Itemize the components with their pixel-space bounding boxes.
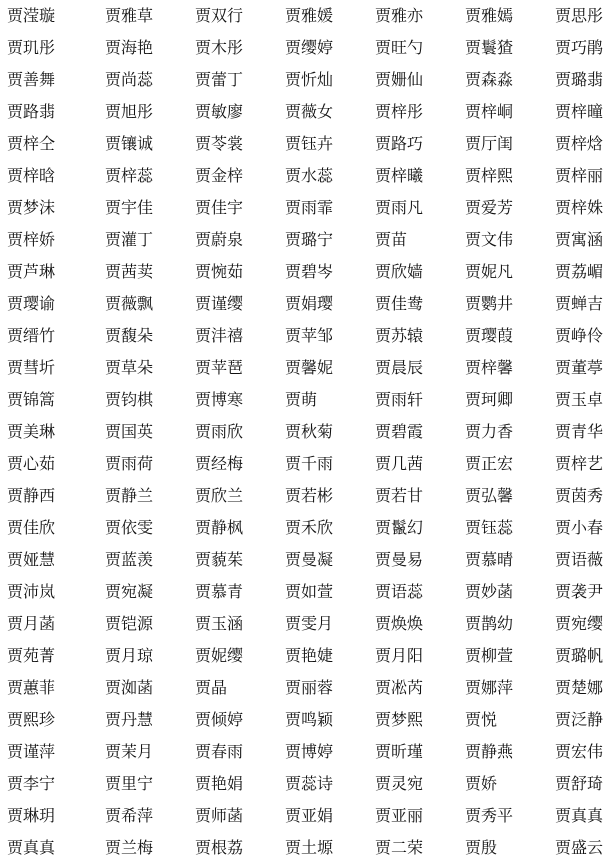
name-cell: 贾亚丽 xyxy=(375,806,424,825)
name-cell: 贾根荔 xyxy=(195,838,244,857)
name-cell: 贾二荣 xyxy=(375,838,424,857)
name-cell: 贾青华 xyxy=(555,422,604,441)
name-cell: 贾晨辰 xyxy=(375,358,424,377)
name-cell: 贾佳欣 xyxy=(7,518,56,537)
name-cell: 贾真真 xyxy=(7,838,56,857)
name-cell: 贾善舞 xyxy=(7,70,56,89)
name-cell: 贾娅慧 xyxy=(7,550,56,569)
name-cell: 贾彗圻 xyxy=(7,358,56,377)
name-cell: 贾梓丽 xyxy=(555,166,604,185)
name-cell: 贾森淼 xyxy=(465,70,514,89)
name-cell: 贾蕾丁 xyxy=(195,70,244,89)
name-cell: 贾金梓 xyxy=(195,166,244,185)
name-cell: 贾蕊诗 xyxy=(285,774,334,793)
name-cell: 贾梓馨 xyxy=(465,358,514,377)
name-cell: 贾语薇 xyxy=(555,550,604,569)
name-cell: 贾沛岚 xyxy=(7,582,56,601)
name-cell: 贾月阳 xyxy=(375,646,424,665)
name-cell: 贾梓彤 xyxy=(375,102,424,121)
name-cell: 贾灵宛 xyxy=(375,774,424,793)
name-cell: 贾苹邹 xyxy=(285,326,334,345)
name-cell: 贾梓曦 xyxy=(375,166,424,185)
name-cell: 贾璐翡 xyxy=(555,70,604,89)
name-cell: 贾双行 xyxy=(195,6,244,25)
name-cell: 贾碧霞 xyxy=(375,422,424,441)
name-cell: 贾玑彤 xyxy=(7,38,56,57)
name-cell: 贾欣嫱 xyxy=(375,262,424,281)
name-cell: 贾璎葭 xyxy=(465,326,514,345)
name-cell: 贾琳玥 xyxy=(7,806,56,825)
name-cell: 贾鹊幼 xyxy=(465,614,514,633)
name-cell: 贾倾婷 xyxy=(195,710,244,729)
name-cell: 贾萌 xyxy=(285,390,318,409)
name-cell: 贾洳菡 xyxy=(105,678,154,697)
name-cell: 贾旺勺 xyxy=(375,38,424,57)
name-cell: 贾丹慧 xyxy=(105,710,154,729)
name-cell: 贾苹琶 xyxy=(195,358,244,377)
name-cell: 贾千雨 xyxy=(285,454,334,473)
name-cell: 贾蕙菲 xyxy=(7,678,56,697)
name-cell: 贾静枫 xyxy=(195,518,244,537)
name-cell: 贾敏廖 xyxy=(195,102,244,121)
name-cell: 贾昕瑾 xyxy=(375,742,424,761)
name-cell: 贾若彬 xyxy=(285,486,334,505)
name-cell: 贾雨轩 xyxy=(375,390,424,409)
name-cell: 贾如萱 xyxy=(285,582,334,601)
name-cell: 贾姗仙 xyxy=(375,70,424,89)
name-cell: 贾艳娟 xyxy=(195,774,244,793)
name-cell: 贾海艳 xyxy=(105,38,154,57)
name-cell: 贾静西 xyxy=(7,486,56,505)
name-cell: 贾盛云 xyxy=(555,838,604,857)
name-cell: 贾蝉吉 xyxy=(555,294,604,313)
name-cell: 贾鸣颖 xyxy=(285,710,334,729)
name-cell: 贾忻灿 xyxy=(285,70,334,89)
name-cell: 贾亚娟 xyxy=(285,806,334,825)
name-cell: 贾秀平 xyxy=(465,806,514,825)
name-cell: 贾荔嵋 xyxy=(555,262,604,281)
name-cell: 贾力香 xyxy=(465,422,514,441)
name-cell: 贾雨欣 xyxy=(195,422,244,441)
name-cell: 贾柳萱 xyxy=(465,646,514,665)
name-cell: 贾梓焓 xyxy=(555,134,604,153)
name-cell: 贾慕晴 xyxy=(465,550,514,569)
name-cell: 贾静兰 xyxy=(105,486,154,505)
name-cell: 贾钰蕊 xyxy=(465,518,514,537)
name-cell: 贾国英 xyxy=(105,422,154,441)
name-cell: 贾滢璇 xyxy=(7,6,56,25)
name-cell: 贾木彤 xyxy=(195,38,244,57)
name-cell: 贾娟璎 xyxy=(285,294,334,313)
name-cell: 贾宛凝 xyxy=(105,582,154,601)
name-cell: 贾鬣幻 xyxy=(375,518,424,537)
name-cell: 贾妮缨 xyxy=(195,646,244,665)
name-cell: 贾馨妮 xyxy=(285,358,334,377)
name-cell: 贾芦琳 xyxy=(7,262,56,281)
name-cell: 贾经梅 xyxy=(195,454,244,473)
name-cell: 贾水蕊 xyxy=(285,166,334,185)
name-cell: 贾鹦井 xyxy=(465,294,514,313)
name-cell: 贾玉涵 xyxy=(195,614,244,633)
name-cell: 贾梓仝 xyxy=(7,134,56,153)
name-cell: 贾博婷 xyxy=(285,742,334,761)
name-cell: 贾楚娜 xyxy=(555,678,604,697)
name-cell: 贾璐帆 xyxy=(555,646,604,665)
name-cell: 贾梓曈 xyxy=(555,102,604,121)
name-cell: 贾晶 xyxy=(195,678,228,697)
name-cell: 贾蔚泉 xyxy=(195,230,244,249)
name-cell: 贾璎谕 xyxy=(7,294,56,313)
name-cell: 贾梓艺 xyxy=(555,454,604,473)
name-cell: 贾路巧 xyxy=(375,134,424,153)
name-cell: 贾董葶 xyxy=(555,358,604,377)
name-cell: 贾尚蕊 xyxy=(105,70,154,89)
name-cell: 贾妮凡 xyxy=(465,262,514,281)
name-cell: 贾雅亦 xyxy=(375,6,424,25)
name-cell: 贾厅闺 xyxy=(465,134,514,153)
name-cell: 贾雨霏 xyxy=(285,198,334,217)
name-cell: 贾路翡 xyxy=(7,102,56,121)
name-cell: 贾艳婕 xyxy=(285,646,334,665)
name-cell: 贾李宁 xyxy=(7,774,56,793)
name-cell: 贾璐宁 xyxy=(285,230,334,249)
name-cell: 贾几茜 xyxy=(375,454,424,473)
name-cell: 贾爱芳 xyxy=(465,198,514,217)
name-cell: 贾弘馨 xyxy=(465,486,514,505)
name-cell: 贾宏伟 xyxy=(555,742,604,761)
name-cell: 贾梓晗 xyxy=(7,166,56,185)
name-cell: 贾月琼 xyxy=(105,646,154,665)
name-cell: 贾茉月 xyxy=(105,742,154,761)
name-cell: 贾苏辕 xyxy=(375,326,424,345)
name-cell: 贾谨萍 xyxy=(7,742,56,761)
name-cell: 贾寓涵 xyxy=(555,230,604,249)
name-cell: 贾薇女 xyxy=(285,102,334,121)
name-cell: 贾草朵 xyxy=(105,358,154,377)
name-cell: 贾语蕊 xyxy=(375,582,424,601)
name-cell: 贾雅嫣 xyxy=(465,6,514,25)
name-cell: 贾碧岑 xyxy=(285,262,334,281)
name-cell: 贾美琳 xyxy=(7,422,56,441)
name-cell: 贾玉卓 xyxy=(555,390,604,409)
name-cell: 贾丽蓉 xyxy=(285,678,334,697)
name-cell: 贾苓裳 xyxy=(195,134,244,153)
name-cell: 贾佳鸯 xyxy=(375,294,424,313)
name-cell: 贾春雨 xyxy=(195,742,244,761)
name-cell: 贾月菡 xyxy=(7,614,56,633)
name-cell: 贾熙珍 xyxy=(7,710,56,729)
name-cell: 贾宇佳 xyxy=(105,198,154,217)
name-cell: 贾心茹 xyxy=(7,454,56,473)
name-cell: 贾铠源 xyxy=(105,614,154,633)
name-cell: 贾雨荷 xyxy=(105,454,154,473)
name-cell: 贾焕焕 xyxy=(375,614,424,633)
name-cell: 贾薇飘 xyxy=(105,294,154,313)
name-cell: 贾苗 xyxy=(375,230,408,249)
name-cell: 贾禾欣 xyxy=(285,518,334,537)
name-cell: 贾妙菡 xyxy=(465,582,514,601)
name-cell: 贾静燕 xyxy=(465,742,514,761)
name-cell: 贾灌丁 xyxy=(105,230,154,249)
name-cell: 贾锦篙 xyxy=(7,390,56,409)
name-cell: 贾巧鹃 xyxy=(555,38,604,57)
name-cell: 贾蓝羡 xyxy=(105,550,154,569)
name-cell: 贾娜萍 xyxy=(465,678,514,697)
name-cell: 贾梓娇 xyxy=(7,230,56,249)
name-cell: 贾文伟 xyxy=(465,230,514,249)
name-cell: 贾凇芮 xyxy=(375,678,424,697)
name-cell: 贾沣禧 xyxy=(195,326,244,345)
name-cell: 贾希萍 xyxy=(105,806,154,825)
name-cell: 贾真真 xyxy=(555,806,604,825)
name-cell: 贾若甘 xyxy=(375,486,424,505)
name-cell: 贾土塬 xyxy=(285,838,334,857)
name-cell: 贾钧棋 xyxy=(105,390,154,409)
name-cell: 贾钰卉 xyxy=(285,134,334,153)
name-cell: 贾藐茱 xyxy=(195,550,244,569)
name-cell: 贾鬟猹 xyxy=(465,38,514,57)
name-cell: 贾依雯 xyxy=(105,518,154,537)
name-cell: 贾师菡 xyxy=(195,806,244,825)
name-cell: 贾欣兰 xyxy=(195,486,244,505)
name-cell: 贾惋茹 xyxy=(195,262,244,281)
name-cell: 贾里宁 xyxy=(105,774,154,793)
name-cell: 贾缨婷 xyxy=(285,38,334,57)
name-cell: 贾梓姝 xyxy=(555,198,604,217)
name-cell: 贾舒琦 xyxy=(555,774,604,793)
name-cell: 贾苑菁 xyxy=(7,646,56,665)
name-cell: 贾梓蕊 xyxy=(105,166,154,185)
name-cell: 贾馥朵 xyxy=(105,326,154,345)
name-cell: 贾殷 xyxy=(465,838,498,857)
name-cell: 贾梦熙 xyxy=(375,710,424,729)
name-cell: 贾镶诚 xyxy=(105,134,154,153)
name-cell: 贾雨凡 xyxy=(375,198,424,217)
name-cell: 贾正宏 xyxy=(465,454,514,473)
name-cell: 贾曼凝 xyxy=(285,550,334,569)
name-cell: 贾娇 xyxy=(465,774,498,793)
name-cell: 贾曼易 xyxy=(375,550,424,569)
name-cell: 贾梓熙 xyxy=(465,166,514,185)
name-cell: 贾兰梅 xyxy=(105,838,154,857)
name-cell: 贾博寒 xyxy=(195,390,244,409)
name-cell: 贾袭尹 xyxy=(555,582,604,601)
name-cell: 贾旭彤 xyxy=(105,102,154,121)
name-cell: 贾缙竹 xyxy=(7,326,56,345)
name-cell: 贾泛静 xyxy=(555,710,604,729)
name-cell: 贾小春 xyxy=(555,518,604,537)
name-cell: 贾珂卿 xyxy=(465,390,514,409)
name-cell: 贾佳宇 xyxy=(195,198,244,217)
name-cell: 贾茵秀 xyxy=(555,486,604,505)
name-cell: 贾思彤 xyxy=(555,6,604,25)
name-cell: 贾慕青 xyxy=(195,582,244,601)
name-cell: 贾茜荬 xyxy=(105,262,154,281)
name-cell: 贾梓峒 xyxy=(465,102,514,121)
name-cell: 贾雅草 xyxy=(105,6,154,25)
name-cell: 贾雅媛 xyxy=(285,6,334,25)
name-cell: 贾峥伶 xyxy=(555,326,604,345)
name-cell: 贾雯月 xyxy=(285,614,334,633)
name-cell: 贾梦沫 xyxy=(7,198,56,217)
name-cell: 贾谨缨 xyxy=(195,294,244,313)
name-cell: 贾秋菊 xyxy=(285,422,334,441)
name-cell: 贾宛缨 xyxy=(555,614,604,633)
name-cell: 贾悦 xyxy=(465,710,498,729)
